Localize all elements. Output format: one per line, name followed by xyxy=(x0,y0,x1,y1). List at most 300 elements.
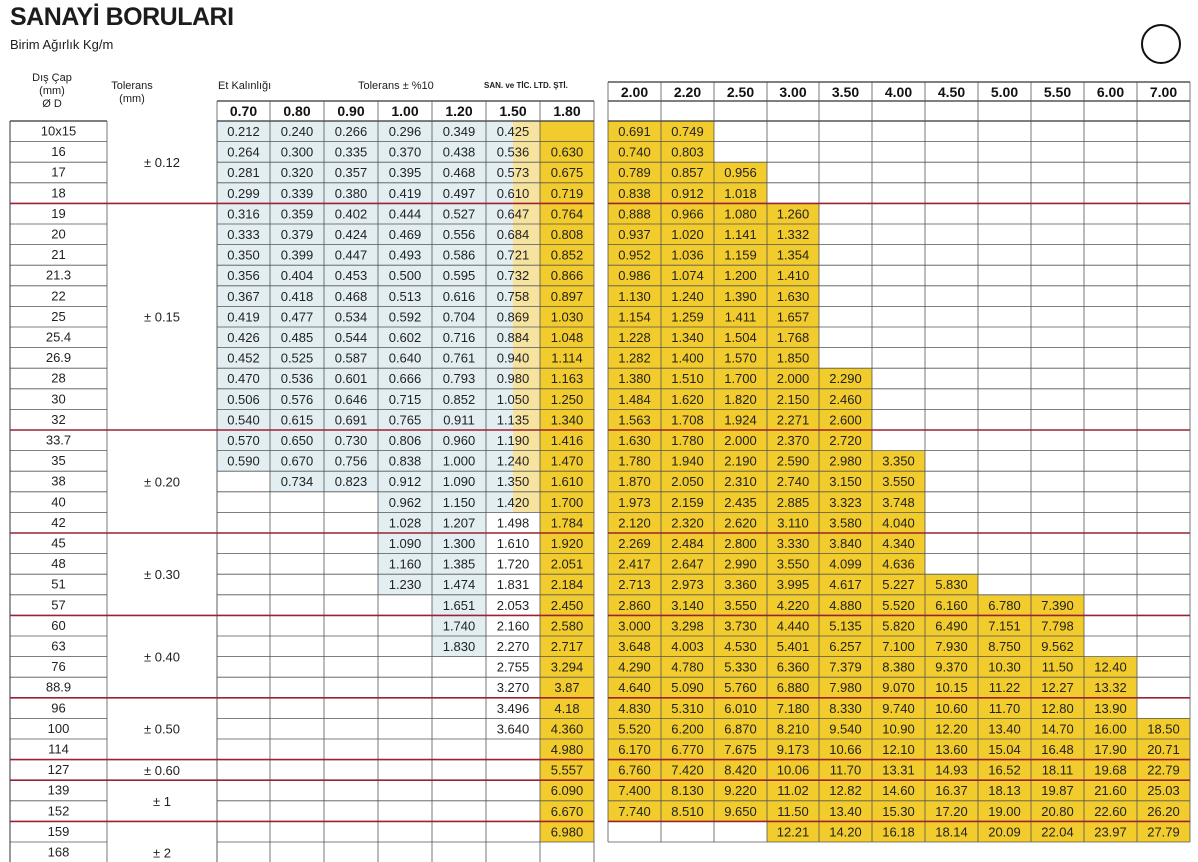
weight-value: 1.657 xyxy=(776,309,810,325)
weight-value: 19.68 xyxy=(1094,762,1127,778)
weight-value: 1.190 xyxy=(496,433,530,448)
weight-value: 0.940 xyxy=(496,350,530,366)
weight-value: 0.299 xyxy=(227,185,260,201)
weight-value: 2.160 xyxy=(496,618,530,634)
weight-value: 0.367 xyxy=(227,288,260,304)
weight-value: 0.719 xyxy=(550,185,584,201)
weight-value: 13.40 xyxy=(988,721,1021,737)
weight-value: 14.93 xyxy=(935,762,968,778)
weight-value: 12.20 xyxy=(935,721,968,737)
weight-value: 9.370 xyxy=(935,659,968,675)
outer-diameter-value: 38 xyxy=(51,473,66,489)
weight-value: 4.617 xyxy=(829,577,862,593)
weight-value: 0.212 xyxy=(227,124,260,139)
weight-value: 4.780 xyxy=(671,659,704,675)
weight-value: 6.880 xyxy=(776,680,810,696)
weight-value: 2.590 xyxy=(776,453,810,469)
weight-value: 5.557 xyxy=(550,762,584,778)
outer-diameter-value: 28 xyxy=(51,370,66,386)
page-title: SANAYİ BORULARI xyxy=(10,3,234,31)
weight-value: 0.610 xyxy=(496,185,530,201)
weight-value: 0.888 xyxy=(618,206,651,222)
weight-value: 1.350 xyxy=(496,474,530,490)
weight-value: 14.70 xyxy=(1041,721,1074,737)
weight-value: 0.379 xyxy=(280,227,314,242)
weight-value: 2.800 xyxy=(724,536,757,551)
weight-value: 1.870 xyxy=(618,474,651,490)
weight-value: 0.646 xyxy=(334,391,368,407)
weight-value: 0.240 xyxy=(280,124,314,139)
thickness-header: 5.50 xyxy=(1043,84,1072,100)
weight-value: 2.159 xyxy=(671,494,704,510)
weight-value: 0.852 xyxy=(442,391,476,407)
weight-value: 5.830 xyxy=(935,577,968,593)
weight-value: 0.986 xyxy=(618,268,651,284)
weight-value: 1.018 xyxy=(724,185,757,201)
weight-value: 1.400 xyxy=(671,350,704,366)
weight-value: 2.000 xyxy=(776,371,810,387)
weight-value: 1.700 xyxy=(724,371,757,387)
weight-value: 0.356 xyxy=(227,268,260,284)
weight-value: 12.21 xyxy=(776,824,810,840)
weight-value: 0.468 xyxy=(334,288,368,304)
weight-value: 3.270 xyxy=(496,680,530,696)
weight-value: 22.79 xyxy=(1147,762,1180,778)
weight-value: 0.592 xyxy=(388,309,422,325)
weight-value: 0.616 xyxy=(442,288,476,304)
weight-value: 1.630 xyxy=(776,288,810,304)
weight-value: 2.600 xyxy=(829,412,862,428)
weight-value: 0.399 xyxy=(280,247,314,263)
outer-diameter-value: 57 xyxy=(51,597,66,613)
weight-value: 1.207 xyxy=(442,515,476,531)
thickness-header: 4.00 xyxy=(884,84,913,100)
weight-value: 3.140 xyxy=(671,597,704,613)
outer-diameter-value: 152 xyxy=(47,803,70,819)
weight-value: 5.330 xyxy=(724,659,757,675)
weight-value: 8.510 xyxy=(671,803,704,819)
weight-value: 0.493 xyxy=(388,247,422,263)
weight-value: 12.40 xyxy=(1094,659,1127,675)
weight-value: 19.00 xyxy=(988,803,1021,819)
thickness-header: 0.70 xyxy=(229,103,258,119)
weight-value: 0.789 xyxy=(618,165,651,181)
weight-value: 22.60 xyxy=(1094,803,1127,819)
weight-value: 0.281 xyxy=(227,165,260,181)
weight-value: 3.360 xyxy=(724,577,757,593)
weight-value: 1.332 xyxy=(776,227,810,242)
outer-diameter-value: 25 xyxy=(51,308,66,324)
weight-value: 0.716 xyxy=(442,330,476,345)
outer-diameter-value: 18 xyxy=(51,185,66,201)
thickness-header: 3.00 xyxy=(779,84,807,100)
weight-value: 1.651 xyxy=(442,597,476,613)
thickness-header: 2.20 xyxy=(673,84,702,100)
weight-value: 6.780 xyxy=(988,597,1021,613)
weight-value: 7.379 xyxy=(829,659,862,675)
weight-value: 8.420 xyxy=(724,762,757,778)
weight-value: 2.460 xyxy=(829,391,862,407)
weight-value: 8.380 xyxy=(882,659,915,675)
weight-value: 0.470 xyxy=(227,371,260,387)
weight-value: 1.768 xyxy=(776,330,810,345)
weight-value: 1.784 xyxy=(550,515,584,531)
weight-value: 6.257 xyxy=(829,639,862,654)
tolerance-header-line-2: (mm) xyxy=(119,93,145,105)
outer-diameter-value: 40 xyxy=(51,494,66,510)
cell-bg xyxy=(540,121,594,142)
weight-value: 1.708 xyxy=(671,412,704,428)
weight-value: 1.240 xyxy=(496,453,530,469)
weight-value: 4.340 xyxy=(882,536,915,551)
weight-value: 0.823 xyxy=(334,474,368,490)
weight-value: 2.051 xyxy=(550,556,584,572)
outer-diameter-value: 21.3 xyxy=(45,267,72,283)
weight-value: 12.82 xyxy=(829,783,862,799)
weight-value: 16.18 xyxy=(882,824,915,840)
weight-value: 1.030 xyxy=(550,309,584,325)
weight-value: 12.10 xyxy=(882,742,915,757)
weight-value: 0.803 xyxy=(671,144,704,160)
outer-diameter-value: 26.9 xyxy=(45,350,72,366)
weight-value: 5.135 xyxy=(829,618,862,634)
weight-value: 0.691 xyxy=(334,412,368,428)
weight-value: 0.339 xyxy=(280,185,314,201)
weight-value: 2.720 xyxy=(829,433,862,448)
weight-value: 1.260 xyxy=(776,206,810,222)
weight-value: 18.13 xyxy=(988,783,1021,799)
weight-value: 14.60 xyxy=(882,783,915,799)
weight-value: 0.793 xyxy=(442,371,476,387)
weight-value: 6.200 xyxy=(671,721,704,737)
weight-value: 2.973 xyxy=(671,577,704,593)
weight-value: 3.550 xyxy=(724,597,757,613)
weight-value: 0.765 xyxy=(388,412,422,428)
weight-value: 7.180 xyxy=(776,700,810,716)
thickness-header: 1.50 xyxy=(499,103,527,119)
thickness-header: 1.20 xyxy=(445,103,473,119)
weight-value: 1.135 xyxy=(496,412,530,428)
weight-value: 0.506 xyxy=(227,391,260,407)
weight-value: 1.240 xyxy=(671,288,704,304)
weight-value: 0.540 xyxy=(227,412,260,428)
weight-value: 1.160 xyxy=(388,556,422,572)
thickness-header: 3.50 xyxy=(831,84,860,100)
weight-value: 0.721 xyxy=(496,247,530,263)
weight-value: 22.04 xyxy=(1041,824,1074,840)
weight-value: 2.740 xyxy=(776,474,810,490)
weight-value: 1.200 xyxy=(724,268,757,284)
weight-value: 7.400 xyxy=(618,783,651,799)
weight-value: 0.884 xyxy=(496,330,530,345)
weight-value: 0.500 xyxy=(388,268,422,284)
weight-value: 0.666 xyxy=(388,371,422,387)
weight-value: 6.980 xyxy=(550,824,584,840)
weight-value: 0.806 xyxy=(388,433,422,448)
weight-value: 3.550 xyxy=(882,474,915,490)
weight-value: 6.090 xyxy=(550,783,584,799)
weight-value: 1.740 xyxy=(442,618,476,634)
weight-value: 4.290 xyxy=(618,659,651,675)
weight-value: 3.648 xyxy=(618,639,651,654)
weight-value: 7.980 xyxy=(829,680,862,696)
outer-diameter-value: 127 xyxy=(47,762,70,778)
weight-value: 3.110 xyxy=(777,515,809,531)
weight-value: 0.468 xyxy=(442,165,476,181)
weight-value: 0.425 xyxy=(496,124,530,139)
weight-value: 0.438 xyxy=(442,144,476,160)
weight-value: 0.764 xyxy=(550,206,584,222)
weight-value: 0.513 xyxy=(388,288,422,304)
weight-value: 2.184 xyxy=(550,577,584,593)
weight-value: 1.510 xyxy=(671,371,704,387)
thickness-header: 2.50 xyxy=(726,84,755,100)
weight-value: 9.740 xyxy=(882,700,915,716)
weight-value: 1.420 xyxy=(496,494,530,510)
weight-value: 20.09 xyxy=(988,824,1021,840)
weight-value: 0.650 xyxy=(280,433,314,448)
weight-value: 1.250 xyxy=(550,391,584,407)
weight-value: 4.530 xyxy=(724,639,757,654)
weight-value: 0.266 xyxy=(334,124,368,139)
weight-value: 4.099 xyxy=(829,556,862,572)
weight-value: 4.980 xyxy=(550,742,584,757)
weight-value: 0.647 xyxy=(496,206,530,222)
weight-value: 3.580 xyxy=(829,515,862,531)
weight-value: 3.550 xyxy=(776,556,810,572)
weight-value: 4.360 xyxy=(550,721,584,737)
weight-value: 1.610 xyxy=(496,536,530,551)
weight-value: 0.534 xyxy=(334,309,368,325)
weight-value: 6.490 xyxy=(935,618,968,634)
weight-value: 1.498 xyxy=(496,515,530,531)
weight-value: 5.227 xyxy=(882,577,915,593)
weight-value: 1.924 xyxy=(724,412,757,428)
weight-value: 1.504 xyxy=(724,330,757,345)
wall-tolerance-label: Tolerans ± %10 xyxy=(358,80,434,92)
weight-value: 4.440 xyxy=(776,618,810,634)
weight-value: 0.300 xyxy=(280,144,314,160)
outer-diameter-value: 159 xyxy=(47,823,70,839)
weight-value: 0.536 xyxy=(280,371,314,387)
outer-diameter-value: 21 xyxy=(51,247,66,263)
weight-value: 2.150 xyxy=(776,391,810,407)
weight-value: 0.857 xyxy=(671,165,704,181)
weight-value: 1.354 xyxy=(776,247,810,263)
weight-value: 0.897 xyxy=(550,288,584,304)
weight-value: 0.595 xyxy=(442,268,476,284)
weight-value: 1.080 xyxy=(724,206,757,222)
weight-value: 8.330 xyxy=(829,700,862,716)
weight-value: 5.760 xyxy=(724,680,757,696)
weight-value: 0.715 xyxy=(388,391,422,407)
weight-value: 0.808 xyxy=(550,227,584,242)
weight-value: 0.402 xyxy=(334,206,368,222)
weight-value: 0.419 xyxy=(227,309,260,325)
weight-value: 0.453 xyxy=(334,268,368,284)
weight-value: 1.380 xyxy=(618,371,651,387)
weight-value: 3.294 xyxy=(550,659,584,675)
weight-value: 7.420 xyxy=(671,762,704,778)
weight-value: 1.563 xyxy=(618,412,651,428)
weight-value: 1.720 xyxy=(496,556,530,572)
weight-value: 11.22 xyxy=(988,680,1021,696)
weight-value: 3.330 xyxy=(776,536,810,551)
weight-value: 5.520 xyxy=(882,597,915,613)
weight-value: 0.573 xyxy=(496,165,530,181)
outer-diameter-value: 63 xyxy=(51,638,66,654)
weight-value: 0.615 xyxy=(280,412,314,428)
weight-value: 0.937 xyxy=(618,227,651,242)
thickness-header: 0.90 xyxy=(337,103,365,119)
weight-value: 2.269 xyxy=(618,536,651,551)
weight-value: 3.995 xyxy=(776,577,810,593)
weight-value: 1.831 xyxy=(496,577,530,593)
weight-value: 0.424 xyxy=(334,227,368,242)
weight-value: 13.90 xyxy=(1094,700,1127,716)
thickness-header: 2.00 xyxy=(620,84,649,100)
weight-value: 0.497 xyxy=(442,185,476,201)
weight-value: 14.20 xyxy=(829,824,862,840)
outer-diameter-value: 96 xyxy=(51,700,66,716)
weight-value: 2.271 xyxy=(776,412,810,428)
weight-value: 1.090 xyxy=(388,536,422,551)
weight-value: 0.380 xyxy=(334,185,368,201)
thickness-header: 7.00 xyxy=(1149,84,1178,100)
weight-value: 2.290 xyxy=(829,371,862,387)
weight-value: 0.740 xyxy=(618,144,651,160)
weight-value: 1.570 xyxy=(724,350,757,366)
weight-value: 7.740 xyxy=(618,803,651,819)
weight-value: 0.404 xyxy=(280,268,314,284)
weight-value: 2.647 xyxy=(671,556,704,572)
weight-value: 26.20 xyxy=(1147,803,1180,819)
weight-value: 1.340 xyxy=(671,330,704,345)
weight-value: 1.410 xyxy=(776,268,810,284)
weight-value: 10.90 xyxy=(882,721,915,737)
weight-value: 6.770 xyxy=(671,742,704,757)
weight-value: 19.87 xyxy=(1041,783,1074,799)
weight-value: 4.830 xyxy=(618,700,651,716)
weight-value: 1.020 xyxy=(671,227,704,242)
weight-value: 16.48 xyxy=(1041,742,1074,757)
weight-value: 0.570 xyxy=(227,433,260,448)
weight-value: 0.852 xyxy=(550,247,584,263)
weight-value: 0.576 xyxy=(280,391,314,407)
weight-value: 15.04 xyxy=(988,742,1021,757)
weight-value: 2.580 xyxy=(550,618,584,634)
weight-value: 0.320 xyxy=(280,165,314,181)
weight-value: 0.444 xyxy=(388,206,422,222)
weight-value: 0.349 xyxy=(442,124,476,139)
weight-value: 1.130 xyxy=(618,288,651,304)
weight-value: 2.717 xyxy=(550,639,584,654)
weight-value: 1.830 xyxy=(442,639,476,654)
weight-value: 0.370 xyxy=(388,144,422,160)
tolerance-header-line-1: Tolerans xyxy=(111,80,153,92)
weight-value: 6.760 xyxy=(618,762,651,778)
weight-value: 0.419 xyxy=(388,185,422,201)
outer-diameter-header-line-1: Dış Çap xyxy=(32,72,72,84)
weight-value: 2.310 xyxy=(724,474,757,490)
weight-value: 0.602 xyxy=(388,330,422,345)
weight-value: 17.90 xyxy=(1094,742,1127,757)
page-subtitle: Birim Ağırlık Kg/m xyxy=(10,37,114,52)
weight-value: 1.163 xyxy=(550,371,584,387)
weight-value: 2.620 xyxy=(724,515,757,531)
weight-value: 16.37 xyxy=(935,783,968,799)
weight-value: 4.18 xyxy=(554,700,580,716)
weight-value: 0.980 xyxy=(496,371,530,387)
weight-value: 11.50 xyxy=(1041,659,1074,675)
weight-value: 4.040 xyxy=(882,515,915,531)
outer-diameter-value: 33.7 xyxy=(45,432,72,448)
weight-value: 1.920 xyxy=(550,536,584,551)
weight-value: 0.866 xyxy=(550,268,584,284)
weight-value: 2.484 xyxy=(671,536,704,551)
weight-value: 10.66 xyxy=(829,742,862,757)
weight-value: 0.357 xyxy=(334,165,368,181)
weight-value: 12.27 xyxy=(1041,680,1074,696)
weight-value: 13.60 xyxy=(935,742,968,757)
outer-diameter-value: 168 xyxy=(47,844,70,860)
weight-value: 10.06 xyxy=(776,762,810,778)
weight-value: 11.70 xyxy=(988,700,1021,716)
weight-value: 2.050 xyxy=(671,474,704,490)
weight-value: 1.610 xyxy=(550,474,584,490)
weight-value: 0.544 xyxy=(334,330,368,345)
weight-value: 18.50 xyxy=(1147,721,1180,737)
weight-value: 0.316 xyxy=(227,206,260,222)
weight-value: 0.452 xyxy=(227,350,260,366)
weight-value: 4.640 xyxy=(618,680,651,696)
weight-value: 0.758 xyxy=(496,288,530,304)
weight-value: 7.798 xyxy=(1041,618,1074,634)
weight-value: 2.270 xyxy=(496,639,530,654)
outer-diameter-value: 60 xyxy=(51,617,66,633)
weight-value: 0.838 xyxy=(388,453,422,469)
weight-value: 18.11 xyxy=(1041,762,1074,778)
outer-diameter-value: 114 xyxy=(48,741,69,757)
weight-value: 6.010 xyxy=(724,700,757,716)
weight-value: 1.159 xyxy=(724,247,757,263)
weight-value: 8.210 xyxy=(776,721,810,737)
weight-value: 0.640 xyxy=(388,350,422,366)
weight-value: 0.335 xyxy=(334,144,368,160)
weight-value: 1.048 xyxy=(550,330,584,345)
tolerance-group-label: ± 0.15 xyxy=(143,309,181,325)
weight-value: 1.700 xyxy=(550,494,584,510)
weight-value: 16.52 xyxy=(988,762,1021,778)
weight-value: 9.173 xyxy=(776,742,810,757)
weight-value: 1.474 xyxy=(442,577,476,593)
weight-value: 1.416 xyxy=(550,433,584,448)
outer-diameter-value: 76 xyxy=(51,659,66,675)
weight-value: 0.296 xyxy=(388,124,422,139)
outer-diameter-header-line-3: Ø D xyxy=(42,98,62,110)
weight-value: 7.930 xyxy=(935,639,968,654)
weight-value: 0.485 xyxy=(280,330,314,345)
thickness-header: 5.00 xyxy=(990,84,1019,100)
weight-value: 7.675 xyxy=(724,742,757,757)
weight-value: 13.40 xyxy=(829,803,862,819)
weight-value: 0.418 xyxy=(280,288,314,304)
weight-value: 1.411 xyxy=(724,309,757,325)
weight-value: 1.154 xyxy=(618,309,651,325)
weight-value: 3.000 xyxy=(618,618,651,634)
weight-value: 0.590 xyxy=(227,453,260,469)
weight-value: 1.282 xyxy=(618,350,651,366)
